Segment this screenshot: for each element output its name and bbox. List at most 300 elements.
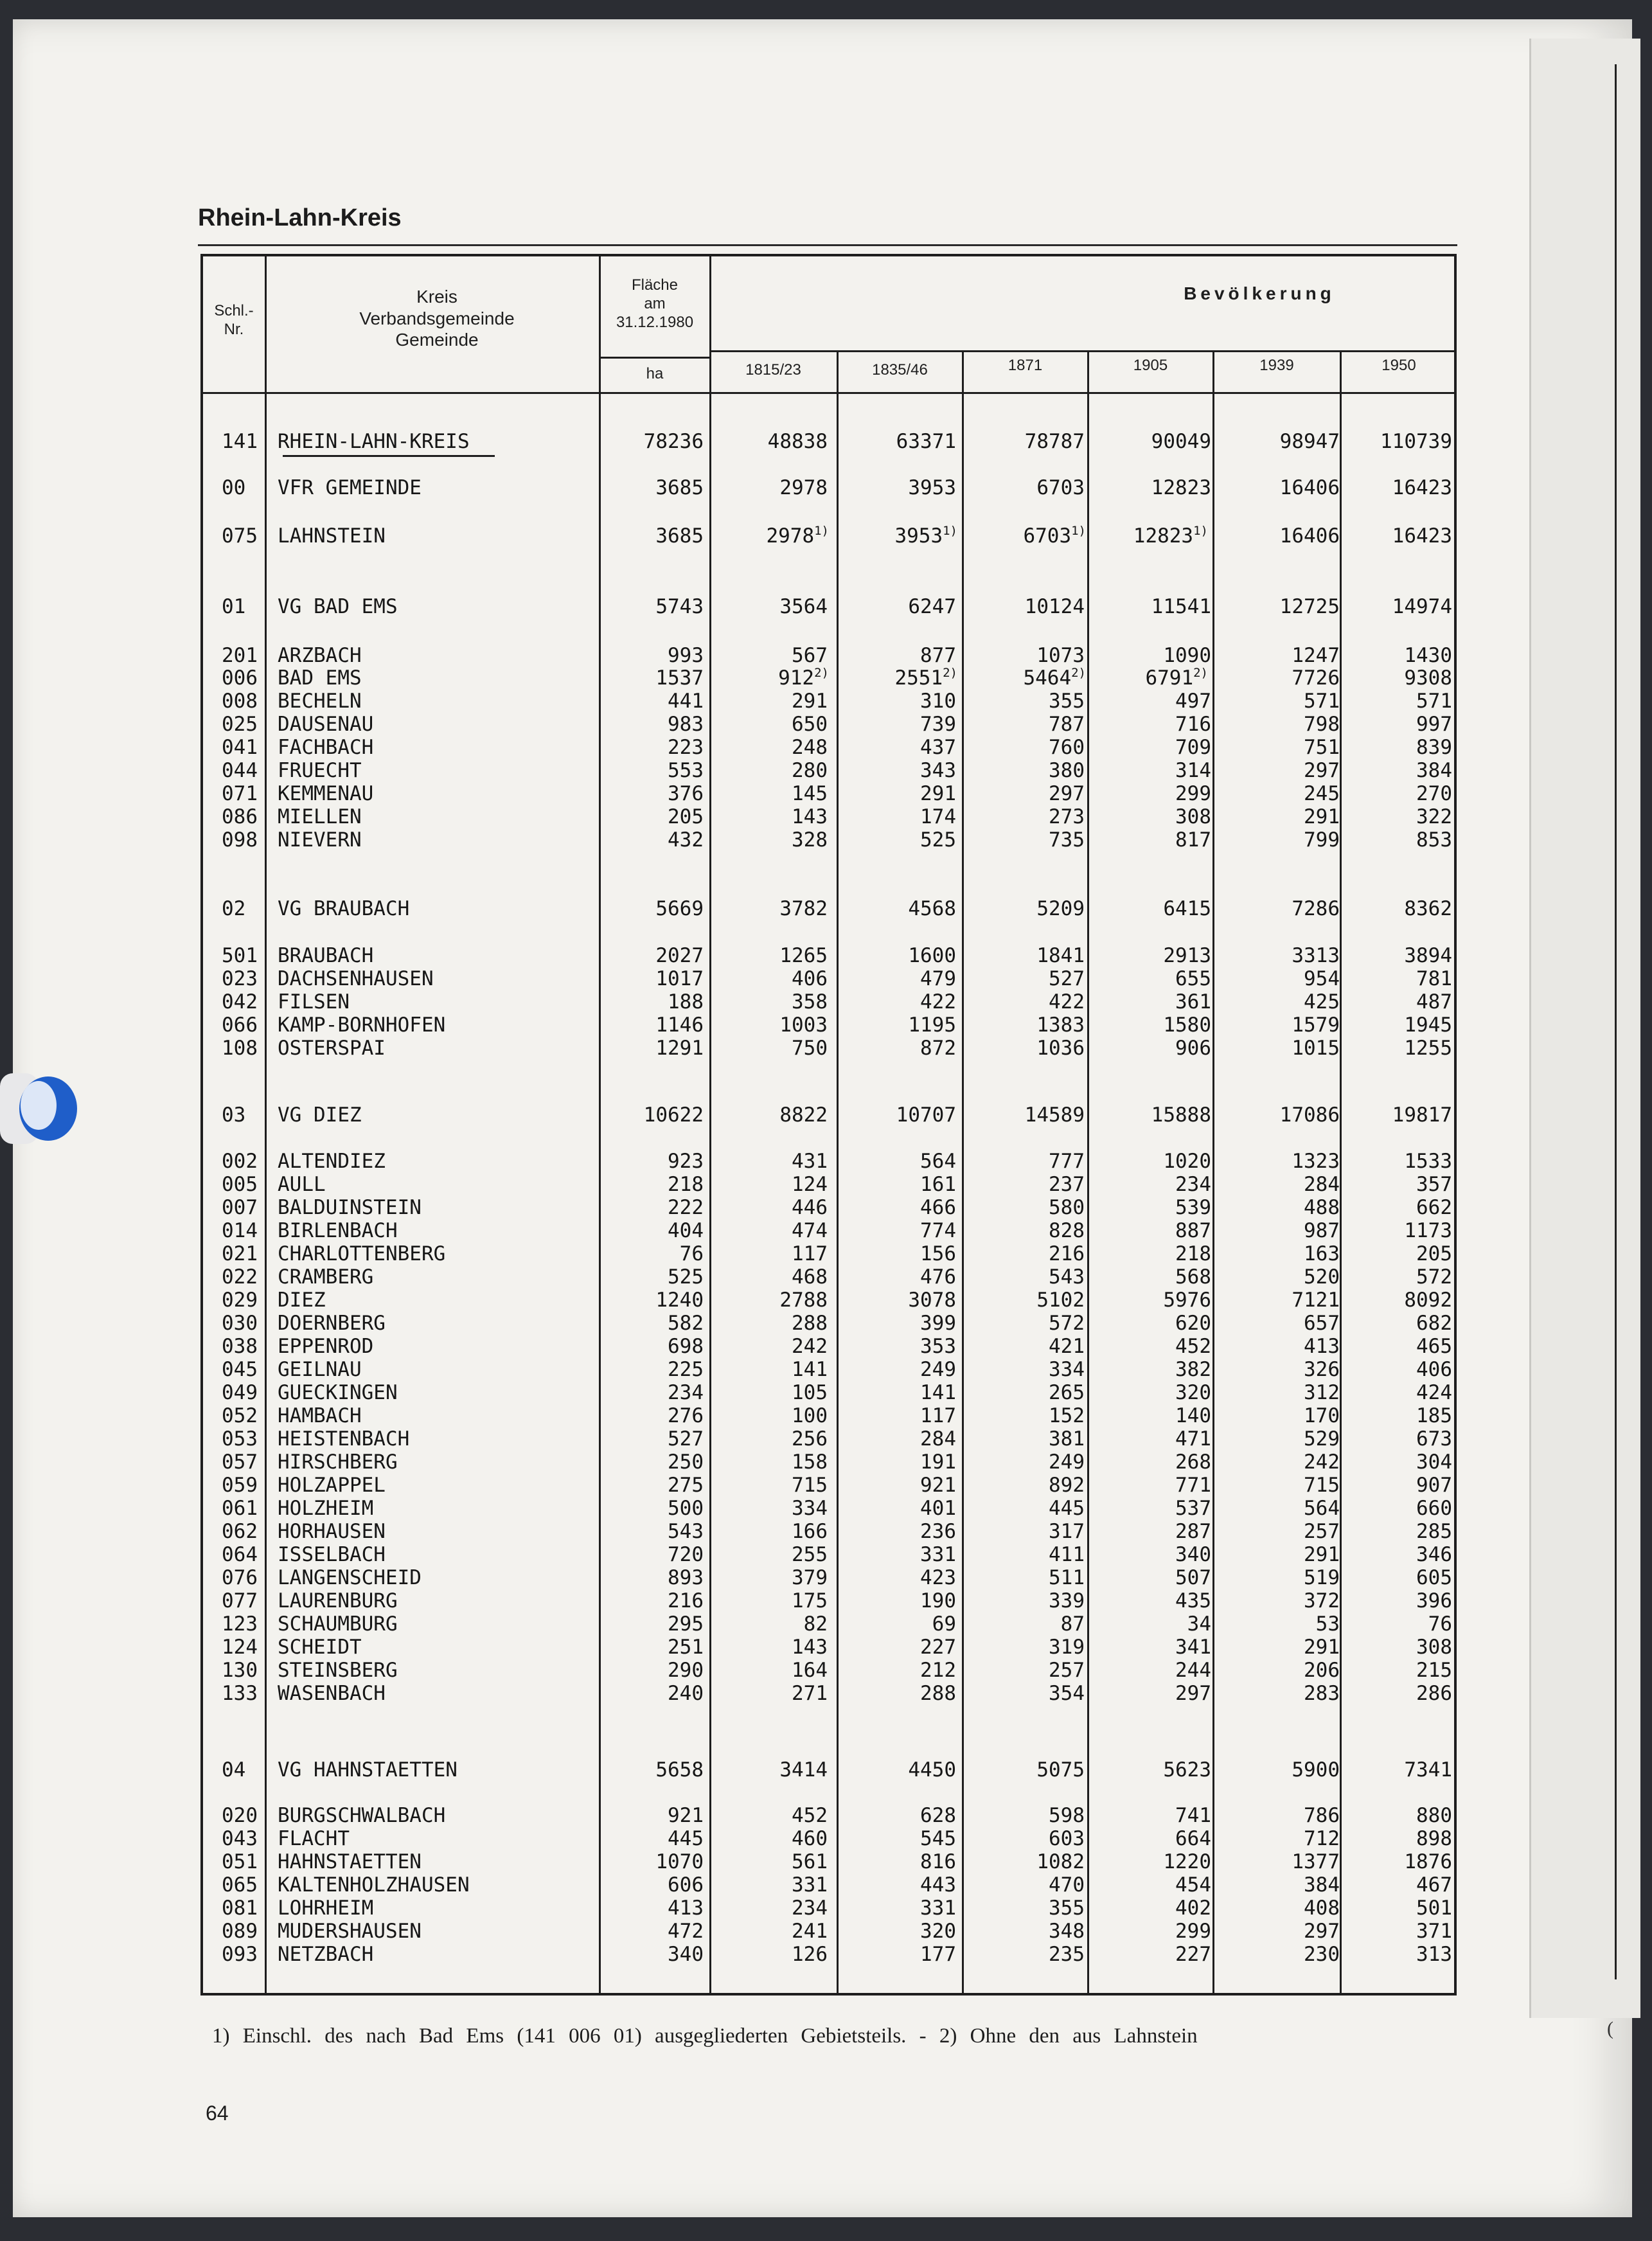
- cell-value: 48838: [767, 430, 828, 453]
- cell-value: 312: [1304, 1381, 1340, 1404]
- cell-value: 1090: [1163, 644, 1211, 667]
- cell-value: 5743: [655, 595, 704, 618]
- row-code: 02: [222, 897, 246, 920]
- cell-value: 308: [1416, 1636, 1452, 1659]
- cell-value: 340: [668, 1943, 704, 1966]
- cell-value: 2913: [1163, 944, 1211, 967]
- header-rule-area: [599, 357, 709, 359]
- cell-value: 242: [792, 1335, 828, 1358]
- row-code: 008: [222, 690, 258, 713]
- cell-value: 284: [920, 1427, 956, 1451]
- cell-value: 1323: [1292, 1150, 1340, 1173]
- cell-value: 422: [1049, 990, 1085, 1013]
- cell-value: 1220: [1163, 1850, 1211, 1873]
- cell-value: 7341: [1404, 1758, 1452, 1781]
- cell-value: 341: [1175, 1636, 1211, 1659]
- cell-value: 1015: [1292, 1037, 1340, 1060]
- cell-value: 16423: [1392, 524, 1452, 548]
- row-name: NETZBACH: [278, 1943, 374, 1966]
- cell-value: 445: [1049, 1497, 1085, 1520]
- cell-value: 320: [1175, 1381, 1211, 1404]
- cell-value: 295: [668, 1612, 704, 1636]
- cell-value: 1600: [908, 944, 956, 967]
- row-name: DOERNBERG: [278, 1312, 386, 1335]
- cell-value: 527: [1049, 967, 1085, 990]
- cell-value: 2978: [779, 476, 828, 499]
- cell-value: 16423: [1392, 476, 1452, 499]
- cell-value: 423: [920, 1566, 956, 1589]
- cell-value: 7726: [1292, 666, 1340, 690]
- row-code: 025: [222, 713, 258, 736]
- cell-value: 304: [1416, 1451, 1452, 1474]
- row-name: SCHAUMBURG: [278, 1612, 398, 1636]
- row-code: 081: [222, 1897, 258, 1920]
- footnote: 1) Einschl. des nach Bad Ems (141 006 01) ausgegliederten Gebietsteils. - 2) Ohne den aus Lahnstein: [212, 2024, 1198, 2048]
- cell-value: 10707: [896, 1103, 956, 1127]
- population-table: [200, 254, 1457, 1995]
- cell-value: 249: [920, 1358, 956, 1381]
- cell-value: 371: [1416, 1920, 1452, 1943]
- cell-value: 545: [920, 1827, 956, 1850]
- cell-value: 470: [1049, 1873, 1085, 1897]
- cell-value: 334: [1049, 1358, 1085, 1381]
- cell-value: 331: [920, 1897, 956, 1920]
- cell-value: 237: [1049, 1173, 1085, 1196]
- cell-value: 1017: [655, 967, 704, 990]
- row-name: BALDUINSTEIN: [278, 1196, 422, 1219]
- cell-value: 3685: [655, 524, 704, 548]
- cell-value: 828: [1049, 1219, 1085, 1242]
- row-name: AULL: [278, 1173, 326, 1196]
- cell-value: 892: [1049, 1474, 1085, 1497]
- cell-value: 234: [1175, 1173, 1211, 1196]
- cell-value: 525: [920, 828, 956, 852]
- row-code: 075: [222, 524, 258, 548]
- cell-value: 110739: [1380, 430, 1452, 453]
- cell-value: 175: [792, 1589, 828, 1612]
- cell-value: 564: [920, 1150, 956, 1173]
- cell-value: 798: [1304, 713, 1340, 736]
- cell-value: 288: [792, 1312, 828, 1335]
- row-code: 038: [222, 1335, 258, 1358]
- cell-value: 235: [1049, 1943, 1085, 1966]
- row-name: KEMMENAU: [278, 782, 374, 805]
- cell-value: 6703: [1036, 476, 1085, 499]
- row-code: 041: [222, 736, 258, 759]
- cell-value: 255: [792, 1543, 828, 1566]
- cell-value: 87: [1060, 1612, 1085, 1636]
- cell-value: 5658: [655, 1758, 704, 1781]
- cell-value: 297: [1175, 1682, 1211, 1705]
- cell-value: 720: [668, 1543, 704, 1566]
- cell-value: 257: [1049, 1659, 1085, 1682]
- cell-value: 476: [920, 1265, 956, 1289]
- cell-value: 774: [920, 1219, 956, 1242]
- cell-value: 15888: [1151, 1103, 1211, 1127]
- cell-value: 605: [1416, 1566, 1452, 1589]
- row-name: LANGENSCHEID: [278, 1566, 422, 1589]
- cell-value: 206: [1304, 1659, 1340, 1682]
- cell-value: 411: [1049, 1543, 1085, 1566]
- cell-value: 877: [920, 644, 956, 667]
- cell-value: 222: [668, 1196, 704, 1219]
- cell-value: 2027: [655, 944, 704, 967]
- cell-value: 174: [920, 805, 956, 828]
- cell-value: 664: [1175, 1827, 1211, 1850]
- cell-value: 446: [792, 1196, 828, 1219]
- cell-value: 280: [792, 759, 828, 782]
- header-year-2: 1835/46: [872, 361, 928, 379]
- footnote-marker: 1): [943, 524, 957, 538]
- cell-value: 571: [1304, 690, 1340, 713]
- cell-value: 1383: [1036, 1013, 1085, 1037]
- cell-value: 126: [792, 1943, 828, 1966]
- cell-value: 384: [1304, 1873, 1340, 1897]
- cell-value: 4568: [908, 897, 956, 920]
- footnote-marker: 2): [943, 666, 957, 680]
- row-name: ALTENDIEZ: [278, 1150, 386, 1173]
- cell-value: 346: [1416, 1543, 1452, 1566]
- cell-value: 205: [1416, 1242, 1452, 1265]
- row-name: LOHRHEIM: [278, 1897, 374, 1920]
- column-divider-code: [265, 254, 267, 1995]
- cell-value: 313: [1416, 1943, 1452, 1966]
- row-name: FACHBACH: [278, 736, 374, 759]
- cell-value: 234: [668, 1381, 704, 1404]
- row-code: 076: [222, 1566, 258, 1589]
- cell-value: 141: [920, 1381, 956, 1404]
- header-flaeche-unit: ha: [646, 365, 664, 382]
- cell-value: 141: [792, 1358, 828, 1381]
- cell-value: 271: [792, 1682, 828, 1705]
- cell-value: 983: [668, 713, 704, 736]
- cell-value: 76: [1428, 1612, 1452, 1636]
- row-code: 501: [222, 944, 258, 967]
- cell-value: 6703: [1023, 524, 1072, 548]
- cell-value: 673: [1416, 1427, 1452, 1451]
- cell-value: 468: [792, 1265, 828, 1289]
- cell-value: 12823: [1151, 476, 1211, 499]
- row-code: 071: [222, 782, 258, 805]
- cell-value: 78236: [643, 430, 704, 453]
- cell-value: 682: [1416, 1312, 1452, 1335]
- cell-value: 319: [1049, 1636, 1085, 1659]
- kreis-underline: [283, 455, 495, 457]
- row-code: 00: [222, 476, 246, 499]
- cell-value: 432: [668, 828, 704, 852]
- cell-value: 76: [679, 1242, 704, 1265]
- cell-value: 6247: [908, 595, 956, 618]
- cell-value: 921: [920, 1474, 956, 1497]
- row-name: FILSEN: [278, 990, 350, 1013]
- cell-value: 408: [1304, 1897, 1340, 1920]
- row-code: 108: [222, 1037, 258, 1060]
- row-name: GUECKINGEN: [278, 1381, 398, 1404]
- row-code: 123: [222, 1612, 258, 1636]
- cell-value: 190: [920, 1589, 956, 1612]
- row-code: 124: [222, 1636, 258, 1659]
- cell-value: 787: [1049, 713, 1085, 736]
- cell-value: 10124: [1024, 595, 1085, 618]
- cell-value: 1173: [1404, 1219, 1452, 1242]
- cell-value: 1291: [655, 1037, 704, 1060]
- row-code: 065: [222, 1873, 258, 1897]
- cell-value: 572: [1416, 1265, 1452, 1289]
- column-divider-name: [599, 254, 601, 1995]
- footnote-marker: 2): [1071, 666, 1086, 680]
- cell-value: 355: [1049, 690, 1085, 713]
- row-name: BAD EMS: [278, 666, 362, 690]
- row-code: 045: [222, 1358, 258, 1381]
- row-code: 130: [222, 1659, 258, 1682]
- cell-value: 553: [668, 759, 704, 782]
- cell-value: 472: [668, 1920, 704, 1943]
- cell-value: 921: [668, 1804, 704, 1827]
- cell-value: 90049: [1151, 430, 1211, 453]
- row-code: 077: [222, 1589, 258, 1612]
- cell-value: 3078: [908, 1289, 956, 1312]
- cell-value: 520: [1304, 1265, 1340, 1289]
- cell-value: 299: [1175, 1920, 1211, 1943]
- column-divider-1939: [1340, 350, 1342, 1995]
- cell-value: 376: [668, 782, 704, 805]
- cell-value: 8822: [779, 1103, 828, 1127]
- cell-value: 343: [920, 759, 956, 782]
- cell-value: 331: [920, 1543, 956, 1566]
- cell-value: 381: [1049, 1427, 1085, 1451]
- cell-value: 954: [1304, 967, 1340, 990]
- cell-value: 12725: [1279, 595, 1340, 618]
- row-name: HOLZHEIM: [278, 1497, 374, 1520]
- cell-value: 248: [792, 736, 828, 759]
- cell-value: 299: [1175, 782, 1211, 805]
- row-code: 03: [222, 1103, 246, 1127]
- row-code: 053: [222, 1427, 258, 1451]
- cell-value: 308: [1175, 805, 1211, 828]
- cell-value: 265: [1049, 1381, 1085, 1404]
- row-code: 141: [222, 430, 258, 453]
- cell-value: 467: [1416, 1873, 1452, 1897]
- column-divider-1835: [962, 350, 964, 1995]
- cell-value: 1036: [1036, 1037, 1085, 1060]
- cell-value: 527: [668, 1427, 704, 1451]
- cell-value: 750: [792, 1037, 828, 1060]
- cell-value: 291: [920, 782, 956, 805]
- cell-value: 212: [920, 1659, 956, 1682]
- row-code: 086: [222, 805, 258, 828]
- cell-value: 53: [1315, 1612, 1340, 1636]
- cell-value: 249: [1049, 1451, 1085, 1474]
- row-code: 057: [222, 1451, 258, 1474]
- cell-value: 234: [792, 1897, 828, 1920]
- cell-value: 1430: [1404, 644, 1452, 667]
- cell-value: 771: [1175, 1474, 1211, 1497]
- cell-value: 250: [668, 1451, 704, 1474]
- cell-value: 817: [1175, 828, 1211, 852]
- row-name: EPPENROD: [278, 1335, 374, 1358]
- cell-value: 379: [792, 1566, 828, 1589]
- cell-value: 1073: [1036, 644, 1085, 667]
- cell-value: 69: [932, 1612, 956, 1636]
- cell-value: 657: [1304, 1312, 1340, 1335]
- cell-value: 564: [1304, 1497, 1340, 1520]
- cell-value: 987: [1304, 1219, 1340, 1242]
- header-bevoelkerung: Bevölkerung: [1184, 283, 1335, 303]
- cell-value: 218: [668, 1173, 704, 1196]
- cell-value: 561: [792, 1850, 828, 1873]
- row-code: 021: [222, 1242, 258, 1265]
- cell-value: 628: [920, 1804, 956, 1827]
- cell-value: 314: [1175, 759, 1211, 782]
- row-code: 042: [222, 990, 258, 1013]
- row-name: CRAMBERG: [278, 1265, 374, 1289]
- column-divider-1905: [1212, 350, 1214, 1995]
- cell-value: 177: [920, 1943, 956, 1966]
- cell-value: 751: [1304, 736, 1340, 759]
- row-code: 04: [222, 1758, 246, 1781]
- row-name: MUDERSHAUSEN: [278, 1920, 422, 1943]
- cell-value: 273: [1049, 805, 1085, 828]
- cell-value: 361: [1175, 990, 1211, 1013]
- cell-value: 2788: [779, 1289, 828, 1312]
- cell-value: 431: [792, 1150, 828, 1173]
- cell-value: 777: [1049, 1150, 1085, 1173]
- row-name: CHARLOTTENBERG: [278, 1242, 446, 1265]
- row-code: 023: [222, 967, 258, 990]
- cell-value: 334: [792, 1497, 828, 1520]
- cell-value: 5976: [1163, 1289, 1211, 1312]
- cell-value: 372: [1304, 1589, 1340, 1612]
- cell-value: 291: [1304, 805, 1340, 828]
- cell-value: 741: [1175, 1804, 1211, 1827]
- cell-value: 1945: [1404, 1013, 1452, 1037]
- page-title: Rhein-Lahn-Kreis: [198, 204, 402, 231]
- cell-value: 5075: [1036, 1758, 1085, 1781]
- cell-value: 152: [1049, 1404, 1085, 1427]
- cell-value: 571: [1416, 690, 1452, 713]
- facing-page-edge: [1529, 39, 1640, 2039]
- cell-value: 424: [1416, 1381, 1452, 1404]
- cell-value: 1876: [1404, 1850, 1452, 1873]
- cell-value: 880: [1416, 1804, 1452, 1827]
- cell-value: 242: [1304, 1451, 1340, 1474]
- cell-value: 500: [668, 1497, 704, 1520]
- cell-value: 406: [1416, 1358, 1452, 1381]
- row-code: 005: [222, 1173, 258, 1196]
- cell-value: 326: [1304, 1358, 1340, 1381]
- header-flaeche: Fläche am 31.12.1980: [616, 276, 694, 331]
- cell-value: 923: [668, 1150, 704, 1173]
- footnote-marker: 1): [1071, 524, 1086, 538]
- facing-page-bracket: (: [1607, 2018, 1613, 2039]
- cell-value: 1240: [655, 1289, 704, 1312]
- cell-value: 8092: [1404, 1289, 1452, 1312]
- row-name: OSTERSPAI: [278, 1037, 386, 1060]
- cell-value: 3953: [894, 524, 943, 548]
- cell-value: 712: [1304, 1827, 1340, 1850]
- cell-value: 191: [920, 1451, 956, 1474]
- cell-value: 437: [920, 736, 956, 759]
- page-number: 64: [206, 2102, 229, 2125]
- cell-value: 580: [1049, 1196, 1085, 1219]
- cell-value: 270: [1416, 782, 1452, 805]
- header-rule-bottom: [200, 392, 1457, 394]
- cell-value: 310: [920, 690, 956, 713]
- cell-value: 166: [792, 1520, 828, 1543]
- row-name: KALTENHOLZHAUSEN: [278, 1873, 470, 1897]
- cell-value: 382: [1175, 1358, 1211, 1381]
- cell-value: 3894: [1404, 944, 1452, 967]
- cell-value: 421: [1049, 1335, 1085, 1358]
- row-code: 043: [222, 1827, 258, 1850]
- cell-value: 257: [1304, 1520, 1340, 1543]
- cell-value: 1255: [1404, 1037, 1452, 1060]
- cell-value: 284: [1304, 1173, 1340, 1196]
- cell-value: 11541: [1151, 595, 1211, 618]
- cell-value: 402: [1175, 1897, 1211, 1920]
- cell-value: 4450: [908, 1758, 956, 1781]
- row-name: ARZBACH: [278, 644, 362, 667]
- cell-value: 1020: [1163, 1150, 1211, 1173]
- row-name: SCHEIDT: [278, 1636, 362, 1659]
- cell-value: 98947: [1279, 430, 1340, 453]
- cell-value: 460: [792, 1827, 828, 1850]
- cell-value: 474: [792, 1219, 828, 1242]
- row-name: HORHAUSEN: [278, 1520, 386, 1543]
- row-name: HAMBACH: [278, 1404, 362, 1427]
- footnote-marker: 1): [1193, 524, 1208, 538]
- cell-value: 268: [1175, 1451, 1211, 1474]
- header-year-5: 1939: [1259, 357, 1294, 374]
- cell-value: 507: [1175, 1566, 1211, 1589]
- row-name: DAUSENAU: [278, 713, 374, 736]
- cell-value: 16406: [1279, 476, 1340, 499]
- cell-value: 1146: [655, 1013, 704, 1037]
- cell-value: 340: [1175, 1543, 1211, 1566]
- row-code: 030: [222, 1312, 258, 1335]
- cell-value: 425: [1304, 990, 1340, 1013]
- cell-value: 100: [792, 1404, 828, 1427]
- row-name: DIEZ: [278, 1289, 326, 1312]
- cell-value: 1265: [779, 944, 828, 967]
- cell-value: 241: [792, 1920, 828, 1943]
- cell-value: 606: [668, 1873, 704, 1897]
- cell-value: 786: [1304, 1804, 1340, 1827]
- cell-value: 739: [920, 713, 956, 736]
- cell-value: 543: [668, 1520, 704, 1543]
- cell-value: 1082: [1036, 1850, 1085, 1873]
- cell-value: 906: [1175, 1037, 1211, 1060]
- cell-value: 422: [920, 990, 956, 1013]
- row-name: BIRLENBACH: [278, 1219, 398, 1242]
- row-name: LAHNSTEIN: [278, 524, 386, 548]
- cell-value: 471: [1175, 1427, 1211, 1451]
- cell-value: 5623: [1163, 1758, 1211, 1781]
- cell-value: 912: [778, 666, 815, 690]
- row-code: 093: [222, 1943, 258, 1966]
- cell-value: 145: [792, 782, 828, 805]
- row-code: 062: [222, 1520, 258, 1543]
- cell-value: 291: [792, 690, 828, 713]
- cell-value: 760: [1049, 736, 1085, 759]
- cell-value: 698: [668, 1335, 704, 1358]
- row-name: NIEVERN: [278, 828, 362, 852]
- cell-value: 251: [668, 1636, 704, 1659]
- cell-value: 14974: [1392, 595, 1452, 618]
- cell-value: 466: [920, 1196, 956, 1219]
- cell-value: 709: [1175, 736, 1211, 759]
- cell-value: 63371: [896, 430, 956, 453]
